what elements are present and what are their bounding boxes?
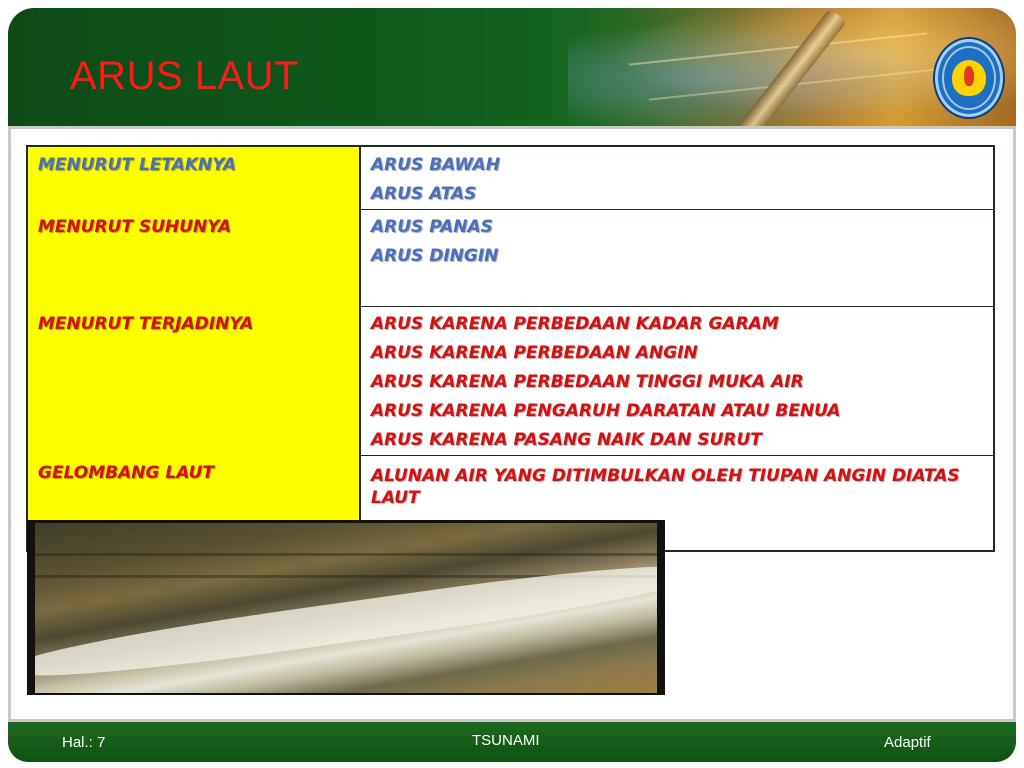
footer-topic: TSUNAMI: [472, 732, 540, 749]
list-item: ARUS KARENA PERBEDAAN TINGGI MUKA AIR: [371, 372, 804, 392]
logo-flame: [964, 66, 974, 86]
page-number: Hal.: 7: [62, 734, 106, 751]
row-label: GELOMBANG LAUT: [38, 463, 215, 483]
row-label-cell: [28, 147, 361, 209]
rock-layer: [35, 553, 657, 556]
footer-subject: Adaptif: [884, 734, 931, 751]
list-item: ARUS BAWAH: [371, 155, 500, 175]
row-items: [371, 310, 971, 455]
row-label-cell: [28, 306, 361, 455]
row-items-cell: [361, 147, 991, 209]
classification-table: [26, 145, 995, 552]
row-label-cell: [28, 209, 361, 306]
row-items: [371, 465, 971, 509]
shoreline-photo: [27, 520, 665, 695]
row-items-cell: [361, 306, 991, 455]
row-label: MENURUT TERJADINYA: [38, 314, 254, 334]
table-row: [28, 209, 993, 307]
list-item: ARUS PANAS: [371, 217, 493, 237]
slide-title: ARUS LAUT: [70, 54, 299, 98]
slide-header: [8, 8, 1016, 126]
list-item: ARUS KARENA PENGARUH DARATAN ATAU BENUA: [371, 401, 841, 421]
row-label: MENURUT LETAKNYA: [38, 155, 237, 175]
row-label: MENURUT SUHUNYA: [38, 217, 232, 237]
row-items: [371, 151, 971, 209]
list-item: ARUS KARENA PASANG NAIK DAN SURUT: [371, 430, 762, 450]
row-items: [371, 213, 971, 271]
table-row: [28, 306, 993, 456]
list-item: ALUNAN AIR YANG DITIMBULKAN OLEH TIUPAN ANGIN DIATAS LAUT: [371, 466, 960, 508]
row-items-cell: [361, 209, 991, 306]
list-item: ARUS KARENA PERBEDAAN ANGIN: [371, 343, 698, 363]
list-item: ARUS DINGIN: [371, 246, 499, 266]
photo-image: [35, 523, 657, 693]
tut-wuri-handayani-logo: [935, 39, 1003, 117]
list-item: ARUS ATAS: [371, 184, 477, 204]
water-wave: [35, 554, 657, 688]
list-item: ARUS KARENA PERBEDAAN KADAR GARAM: [371, 314, 779, 334]
table-row: [28, 147, 993, 210]
slide-footer: [8, 722, 1016, 762]
